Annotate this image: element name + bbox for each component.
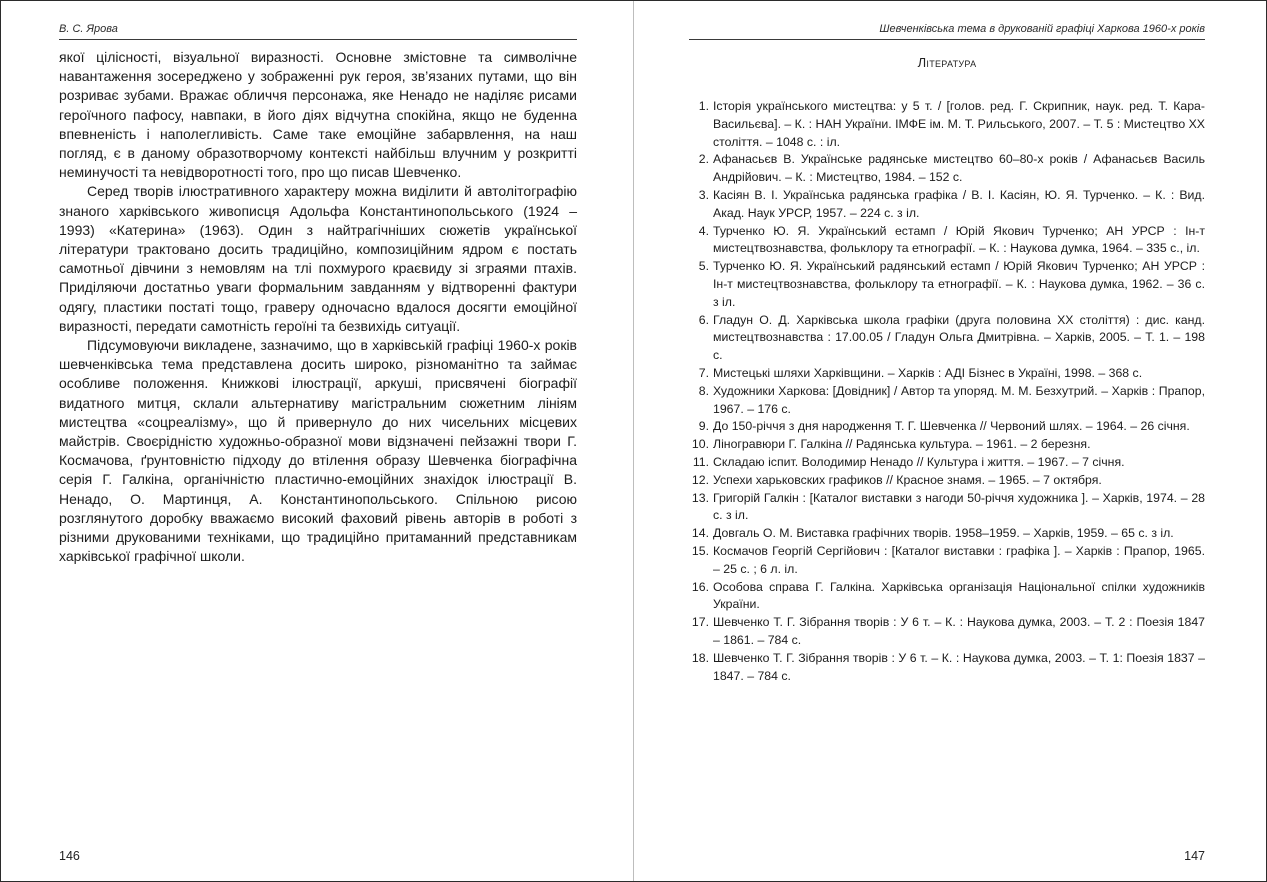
reference-number: 8.: [698, 383, 709, 398]
running-head-author: В. С. Ярова: [59, 23, 577, 40]
spine-divider: [633, 1, 634, 881]
reference-number: 6.: [698, 312, 709, 327]
reference-text: Успехи харьковских графиков // Красное знамя. – 1965. – 7 октября.: [713, 472, 1102, 487]
page-number: 147: [1184, 849, 1205, 863]
reference-text: Шевченко Т. Г. Зібрання творів : У 6 т. – К. : Наукова думка, 2003. – Т. 2 : Поезія 1847 – 1861. – 784 с.: [713, 615, 1205, 647]
reference-item: [689, 258, 1205, 311]
reference-item: [689, 650, 1205, 686]
reference-number: 15.: [691, 543, 709, 558]
reference-item: [689, 151, 1205, 187]
reference-number: 3.: [698, 187, 709, 202]
reference-item: [689, 312, 1205, 365]
reference-number: 7.: [698, 365, 709, 380]
reference-number: 17.: [691, 615, 709, 630]
reference-number: 16.: [691, 579, 709, 594]
page-number: 146: [59, 849, 80, 863]
section-title: Література: [917, 55, 977, 70]
reference-item: [689, 436, 1205, 454]
reference-text: Афанасьєв В. Українське радянське мистецтво 60–80-х років / Афанасьєв Василь Андрійович. – К. : Мистецтво, 1984. – 152 с.: [713, 152, 1205, 185]
reference-number: 13.: [691, 490, 709, 505]
reference-item: [689, 98, 1205, 151]
reference-number: 10.: [691, 437, 709, 452]
reference-item: [689, 223, 1205, 259]
reference-list: [689, 98, 1205, 685]
reference-item: [689, 187, 1205, 223]
reference-item: [689, 543, 1205, 579]
reference-item: [689, 614, 1205, 650]
reference-item: [689, 579, 1205, 615]
reference-number: 4.: [698, 223, 709, 238]
reference-item: [689, 490, 1205, 526]
reference-number: 14.: [691, 526, 709, 541]
reference-item: [689, 365, 1205, 383]
right-page: [689, 1, 1205, 881]
reference-text: Турченко Ю. Я. Український радянський естамп / Юрій Якович Турченко; АН УРСР : Ін-т мистецтвознавства, фольклору та етнографії. – К. : Наукова думка, 1962. – 36 с. з іл.: [713, 259, 1205, 309]
reference-number: 18.: [691, 650, 709, 665]
reference-text: Складаю іспит. Володимир Ненадо // Культура і життя. – 1967. – 7 січня.: [713, 454, 1125, 469]
reference-text: Ліногравюри Г. Галкіна // Радянська культура. – 1961. – 2 березня.: [713, 437, 1091, 452]
running-head-title: Шевченківська тема в друкованій графіці Харкова 1960-х років: [689, 23, 1205, 40]
reference-text: Художники Харкова: [Довідник] / Автор та упоряд. М. М. Безхутрий. – Харків : Прапор, 1967. – 176 с.: [713, 383, 1205, 416]
reference-text: До 150-річчя з дня народження Т. Г. Шевченка // Червоний шлях. – 1964. – 26 січня.: [713, 419, 1190, 434]
reference-text: Шевченко Т. Г. Зібрання творів : У 6 т. – К. : Наукова думка, 2003. – Т. 1: Поезія 1837 – 1847. – 784 с.: [713, 650, 1205, 683]
reference-text: Історія українського мистецтва: у 5 т. / [голов. ред. Г. Скрипник, наук. ред. Т. Кара-Васильєва]. – К. : НАН України. ІМФЕ ім. М. Т. Рильського, 2007. – Т. 5 : Мистецтво ХХ століття. – 1048 с. : іл.: [713, 99, 1205, 149]
reference-text: Касіян В. І. Українська радянська графіка / В. І. Касіян, Ю. Я. Турченко. – К. : Вид. Акад. Наук УРСР, 1957. – 224 с. з іл.: [713, 187, 1205, 220]
reference-number: 12.: [691, 472, 709, 487]
reference-text: Григорій Галкін : [Каталог виставки з нагоди 50-річчя художника ]. – Харків, 1974. – 28 с. з іл.: [713, 490, 1205, 523]
reference-item: [689, 525, 1205, 543]
reference-text: Довгаль О. М. Виставка графічних творів. 1958–1959. – Харків, 1959. – 65 с. з іл.: [713, 526, 1174, 541]
paragraph: Серед творів ілюстративного характеру можна виділити й автолітографію знаного харківського живописця Адольфа Константинопольського (1924 – 1993) «Катерина» (1963). Один з найтрагічніших сюжетів української літератури трактовано досить традиційно, композиційним ядром є постать самотньої дівчини з немовлям на тлі похмурого краєвиду зі зграями птахів. Приділяючи достатньо уваги формальним завданням у відтворенні фактури одягу, пластики постаті тощо, граверу одночасно вдалося досягти емоційної виразності, передати самотність героїні та безвихідь ситуації.: [59, 183, 577, 334]
reference-text: Мистецькі шляхи Харківщини. – Харків : АДІ Бізнес в Україні, 1998. – 368 с.: [713, 365, 1143, 380]
left-page: [59, 1, 577, 881]
reference-text: Особова справа Г. Галкіна. Харківська організація Національної спілки художників України.: [713, 579, 1205, 612]
reference-number: 1.: [698, 99, 709, 113]
reference-number: 5.: [698, 259, 709, 274]
reference-item: [689, 418, 1205, 436]
reference-item: [689, 454, 1205, 472]
reference-item: [689, 383, 1205, 419]
reference-number: 11.: [692, 454, 709, 469]
reference-number: 9.: [698, 419, 709, 434]
paragraph: якої цілісності, візуальної виразності. Основне змістовне та символічне навантаження зосереджено у зображенні рук героя, зв’язаних путами, що він розриває зубами. Вражає обличчя персонажа, яке Ненадо не наділяє рисами героїчного пафосу, навпаки, в його діях відчутна спокійна, якщо не буденна впевненість і наполегливість. Саме таке емоційне забарвлення, на наш погляд, є в даному образотворчому контексті найбільш влучним у розкритті неминучості та невідворотності того, про що писав Шевченко.: [59, 49, 577, 181]
reference-item: [689, 472, 1205, 490]
reference-text: Космачов Георгій Сергійович : [Каталог виставки : графіка ]. – Харків : Прапор, 1965. – 25 с. ; 6 л. іл.: [713, 543, 1205, 576]
reference-number: 2.: [698, 152, 709, 167]
reference-text: Гладун О. Д. Харківська школа графіки (друга половина ХХ століття) : дис. канд. мистецтвознавства : 17.00.05 / Гладун Ольга Дмитрівна. – Харків, 2005. – Т. 1. – 198 с.: [713, 312, 1205, 363]
reference-text: Турченко Ю. Я. Український естамп / Юрій Якович Турченко; АН УРСР : Ін-т мистецтвознавства, фольклору та етнографії. – К. : Наукова думка, 1964. – 335 с., іл.: [713, 223, 1205, 256]
article-body: [59, 48, 577, 566]
paragraph: Підсумовуючи викладене, зазначимо, що в харківській графіці 1960-х років шевченківська тема представлена досить широко, різноманітно та займає особливе положення. Книжкові ілюстрації, аркуші, присвячені біографії видатного митця, склали альтернативу магістральним сюжетним лініям мистецтва «соцреалізму», що й привернуло до них чисельних місцевих майстрів. Своєрідністю художньо-образної мови відзначені пейзажні твори Г. Космачова, ґрунтовністю підходу до втілення образу Шевченка біографічна серія Г. Галкіна, органічністю пластично-емоційних знахідок ілюстрації В. Ненадо, О. Мартинця, А. Константинопольського. Спільною рисою розглянутого доробку вважаємо високий фаховий рівень авторів в роботі з різними друкованими техніками, що традиційно притаманний представникам харківської графічної школи.: [59, 337, 577, 565]
